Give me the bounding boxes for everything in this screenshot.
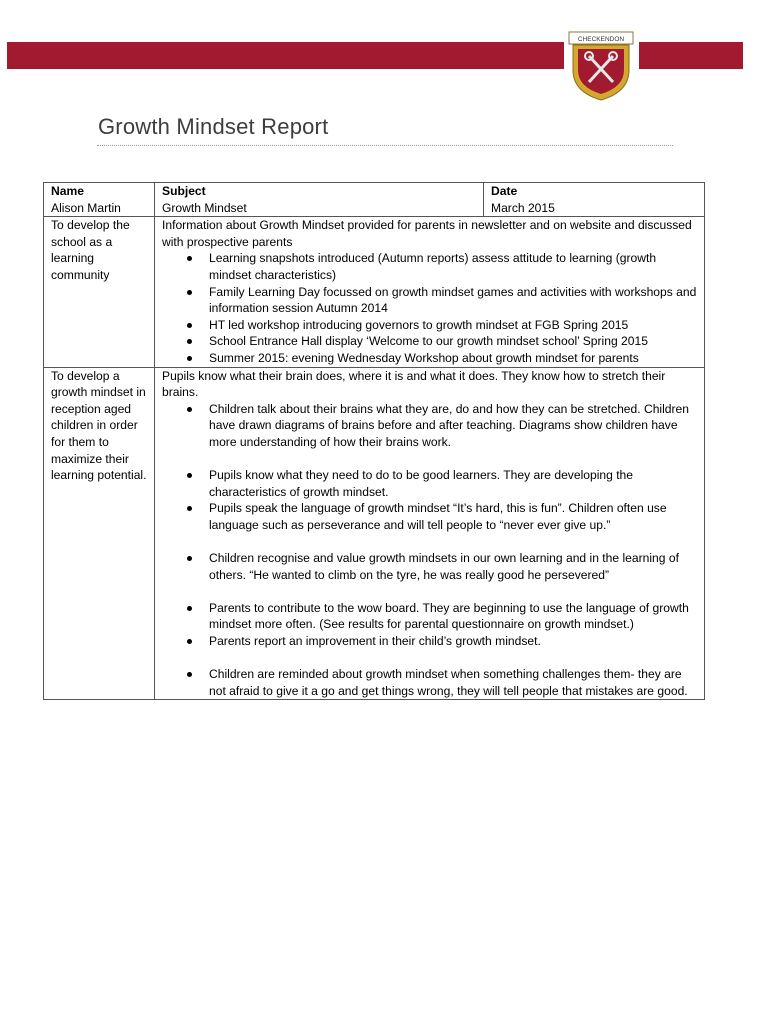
date-value: March 2015 [491, 200, 555, 215]
title-divider [97, 145, 673, 146]
list-item: Children recognise and value growth mindsets in our own learning and in the learning of others. “He wanted to climb on the tyre, he was really good he persevered” [209, 550, 701, 583]
aim-cell: To develop a growth mindset in reception aged children in order for them to maximize their learning potential. [44, 367, 155, 700]
page-title: Growth Mindset Report [98, 114, 329, 139]
evidence-list [162, 600, 701, 650]
header-row [44, 183, 705, 217]
evidence-intro: Information about Growth Mindset provided for parents in newsletter and on website and discussed with prospective parents [162, 218, 692, 249]
table-row [44, 217, 705, 367]
name-cell [44, 183, 155, 217]
evidence-cell [155, 217, 705, 367]
list-item: HT led workshop introducing governors to growth mindset at FGB Spring 2015 [209, 317, 701, 334]
crest-text: CHECKENDON [577, 36, 625, 43]
school-crest-logo [567, 30, 635, 102]
subject-label: Subject [162, 184, 206, 198]
evidence-list [162, 467, 701, 533]
header-bar-left [7, 42, 564, 69]
list-item: Children talk about their brains what they are, do and how they can be stretched. Children have drawn diagrams of brains before and after teaching. Diagrams show children have more understanding of how their brains work. [209, 401, 701, 451]
subject-value: Growth Mindset [162, 200, 247, 215]
list-item: Learning snapshots introduced (Autumn reports) assess attitude to learning (growth mindset characteristics) [209, 250, 701, 283]
header-bar-right [639, 42, 743, 69]
date-label: Date [491, 184, 518, 198]
list-item: School Entrance Hall display ‘Welcome to our growth mindset school’ Spring 2015 [209, 333, 701, 350]
report-table [43, 182, 705, 700]
evidence-list [162, 550, 701, 583]
aim-cell: To develop the school as a learning community [44, 217, 155, 367]
table-row [44, 367, 705, 700]
list-item: Summer 2015: evening Wednesday Workshop about growth mindset for parents [209, 350, 701, 367]
list-item: Parents report an improvement in their child’s growth mindset. [209, 633, 701, 650]
name-value: Alison Martin [51, 200, 121, 215]
subject-cell [155, 183, 484, 217]
list-item: Pupils speak the language of growth mindset “It’s hard, this is fun”. Children often use language such as perseverance and will tell people to “never ever give up.” [209, 500, 701, 533]
evidence-list [162, 401, 701, 451]
list-item: Pupils know what they need to do to be good learners. They are developing the characteristics of growth mindset. [209, 467, 701, 500]
list-item: Family Learning Day focussed on growth mindset games and activities with workshops and information session Autumn 2014 [209, 284, 701, 317]
date-cell [484, 183, 705, 217]
name-label: Name [51, 184, 84, 198]
list-item: Children are reminded about growth mindset when something challenges them- they are not afraid to give it a go and get things wrong, they will tell people that mistakes are good. [209, 666, 701, 699]
evidence-list [162, 250, 701, 366]
evidence-list [162, 666, 701, 699]
list-item: Parents to contribute to the wow board. They are beginning to use the language of growth mindset more often. (See results for parental questionnaire on growth mindset.) [209, 600, 701, 633]
evidence-cell [155, 367, 705, 700]
evidence-intro: Pupils know what their brain does, where it is and what it does. They know how to stretch their brains. [162, 368, 666, 400]
